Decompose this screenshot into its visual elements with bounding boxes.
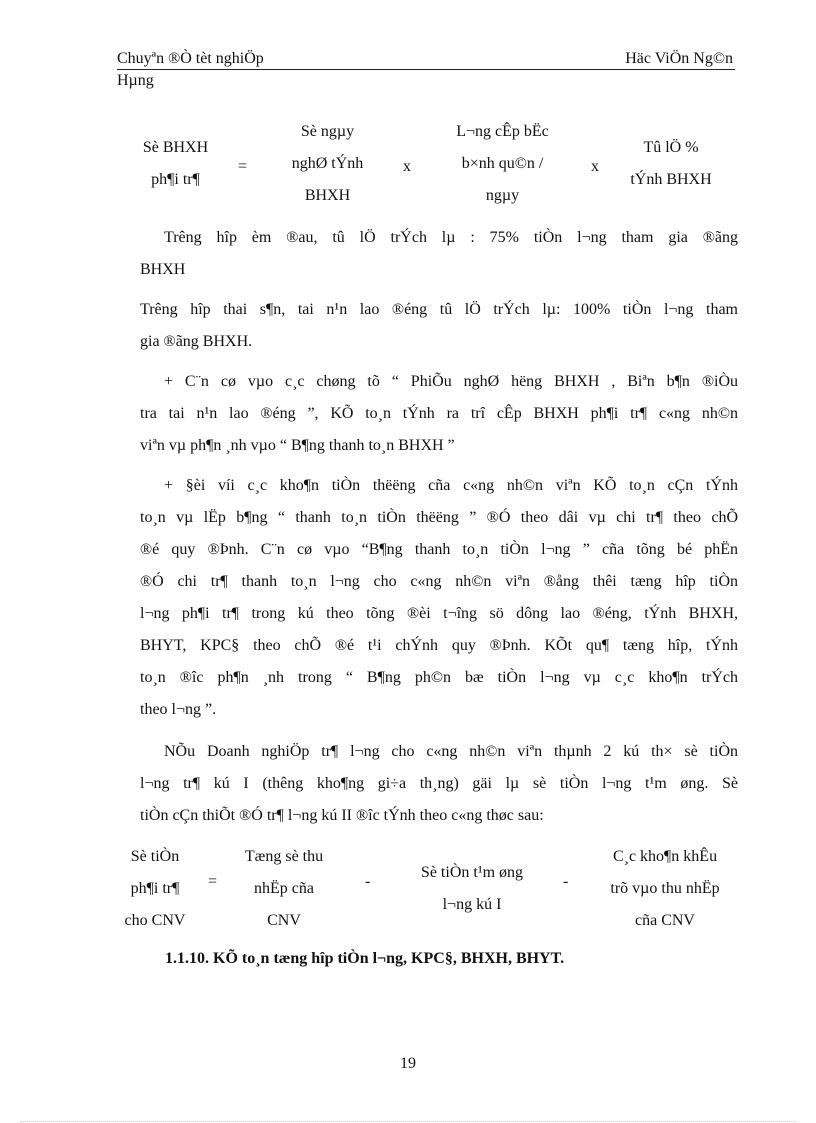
formula2-equals: = — [208, 873, 218, 890]
page-bottom-divider — [20, 1121, 796, 1122]
formula1-term1: Sè ngµy nghØ tÝnh BHXH — [291, 123, 364, 204]
formula2-minus-2: - — [563, 873, 569, 890]
header-continuation: Hµng — [117, 72, 154, 89]
formula2-term1: Tæng sè thu nhËp cña CNV — [244, 848, 324, 929]
paragraph-sick-leave: Trêng hîp èm ®au, tû lÖ trÝch lµ : 75% tiÒn l¬ng tham gia ®ãng BHXH — [140, 229, 738, 278]
formula1-times-1: x — [403, 158, 411, 175]
paragraph-maternity: Trêng hîp thai s¶n, tai n¹n lao ®éng tû lÖ trÝch lµ: 100% tiÒn l¬ng tham gia ®ãng BHXH. — [140, 301, 738, 350]
page-number: 19 — [400, 1055, 416, 1072]
paragraph-bonus: + §èi víi c¸c kho¶n tiÒn thëëng cña c«ng nh©n viªn KÕ to¸n cÇn tÝnh to¸n vµ lËp b¶ng “ thanh to¸n tiÒn thëëng ” ®Ó theo dâi vµ chi tr¶ theo chÕ ®é quy ®Þnh. C¨n cø vµo “B¶ng thanh to¸n tiÒn l¬ng ” cña tõng bé phËn ®Ó chi tr¶ thanh to¸n l¬ng cho c«ng nh©n viªn ®ång thêi tæng hîp tiÒn l¬ng ph¶i tr¶ trong kú theo tõng ®èi t¬îng sö dông lao ®éng, tÝnh BHXH, BHYT, KPC§ theo chÕ ®é t¹i chÝnh quy ®Þnh. KÕt qu¶ tæng hîp, tÝnh to¸n ®îc ph¶n ¸nh trong “ B¶ng ph©n bæ tiÒn l¬ng vµ c¸c kho¶n trÝch theo l¬ng ”. — [140, 477, 738, 718]
formula1-term3: Tû lÖ % tÝnh BHXH — [630, 139, 712, 188]
formula2-minus-1: - — [365, 873, 371, 890]
formula2-term3: C¸c kho¶n khÊu trõ vµo thu nhËp cña CNV — [610, 848, 720, 929]
formula1-equals: = — [238, 158, 248, 175]
header-right-title: Häc ViÖn Ng©n — [625, 50, 733, 67]
header-left-title: Chuyªn ®Ò tèt nghiÖp — [117, 50, 264, 67]
formula1-lhs: Sè BHXH ph¶i tr¶ — [142, 139, 209, 188]
paragraph-advance-payment: NÕu Doanh nghiÖp tr¶ l¬ng cho c«ng nh©n viªn thµnh 2 kú th× sè tiÒn l¬ng tr¶ kú I (thêng kho¶ng gi÷a th¸ng) gäi lµ sè tiÒn l¬ng t¹m øng. Sè tiÒn cÇn thiÕt ®Ó tr¶ l¬ng kú II ®îc tÝnh theo c«ng thøc sau: — [140, 743, 738, 824]
page-header — [117, 50, 735, 70]
formula1-term2: L¬ng cÊp bËc b×nh qu©n / ngµy — [456, 123, 549, 204]
formula1-times-2: x — [591, 158, 599, 175]
formula2-term2: Sè tiÒn t¹m øng l¬ng kú I — [420, 864, 524, 913]
section-heading: 1.1.10. KÕ to¸n tæng hîp tiÒn l¬ng, KPC§, BHXH, BHYT. — [165, 950, 565, 967]
formula2-lhs: Sè tiÒn ph¶i tr¶ cho CNV — [124, 848, 186, 929]
paragraph-vouchers: + C¨n cø vµo c¸c chøng tõ “ PhiÕu nghØ hëng BHXH , Biªn b¶n ®iÒu tra tai n¹n lao ®éng ”, KÕ to¸n tÝnh ra trî cÊp BHXH ph¶i tr¶ c«ng nh©n viªn vµ ph¶n ¸nh vµo “ B¶ng thanh to¸n BHXH ” — [140, 373, 738, 454]
